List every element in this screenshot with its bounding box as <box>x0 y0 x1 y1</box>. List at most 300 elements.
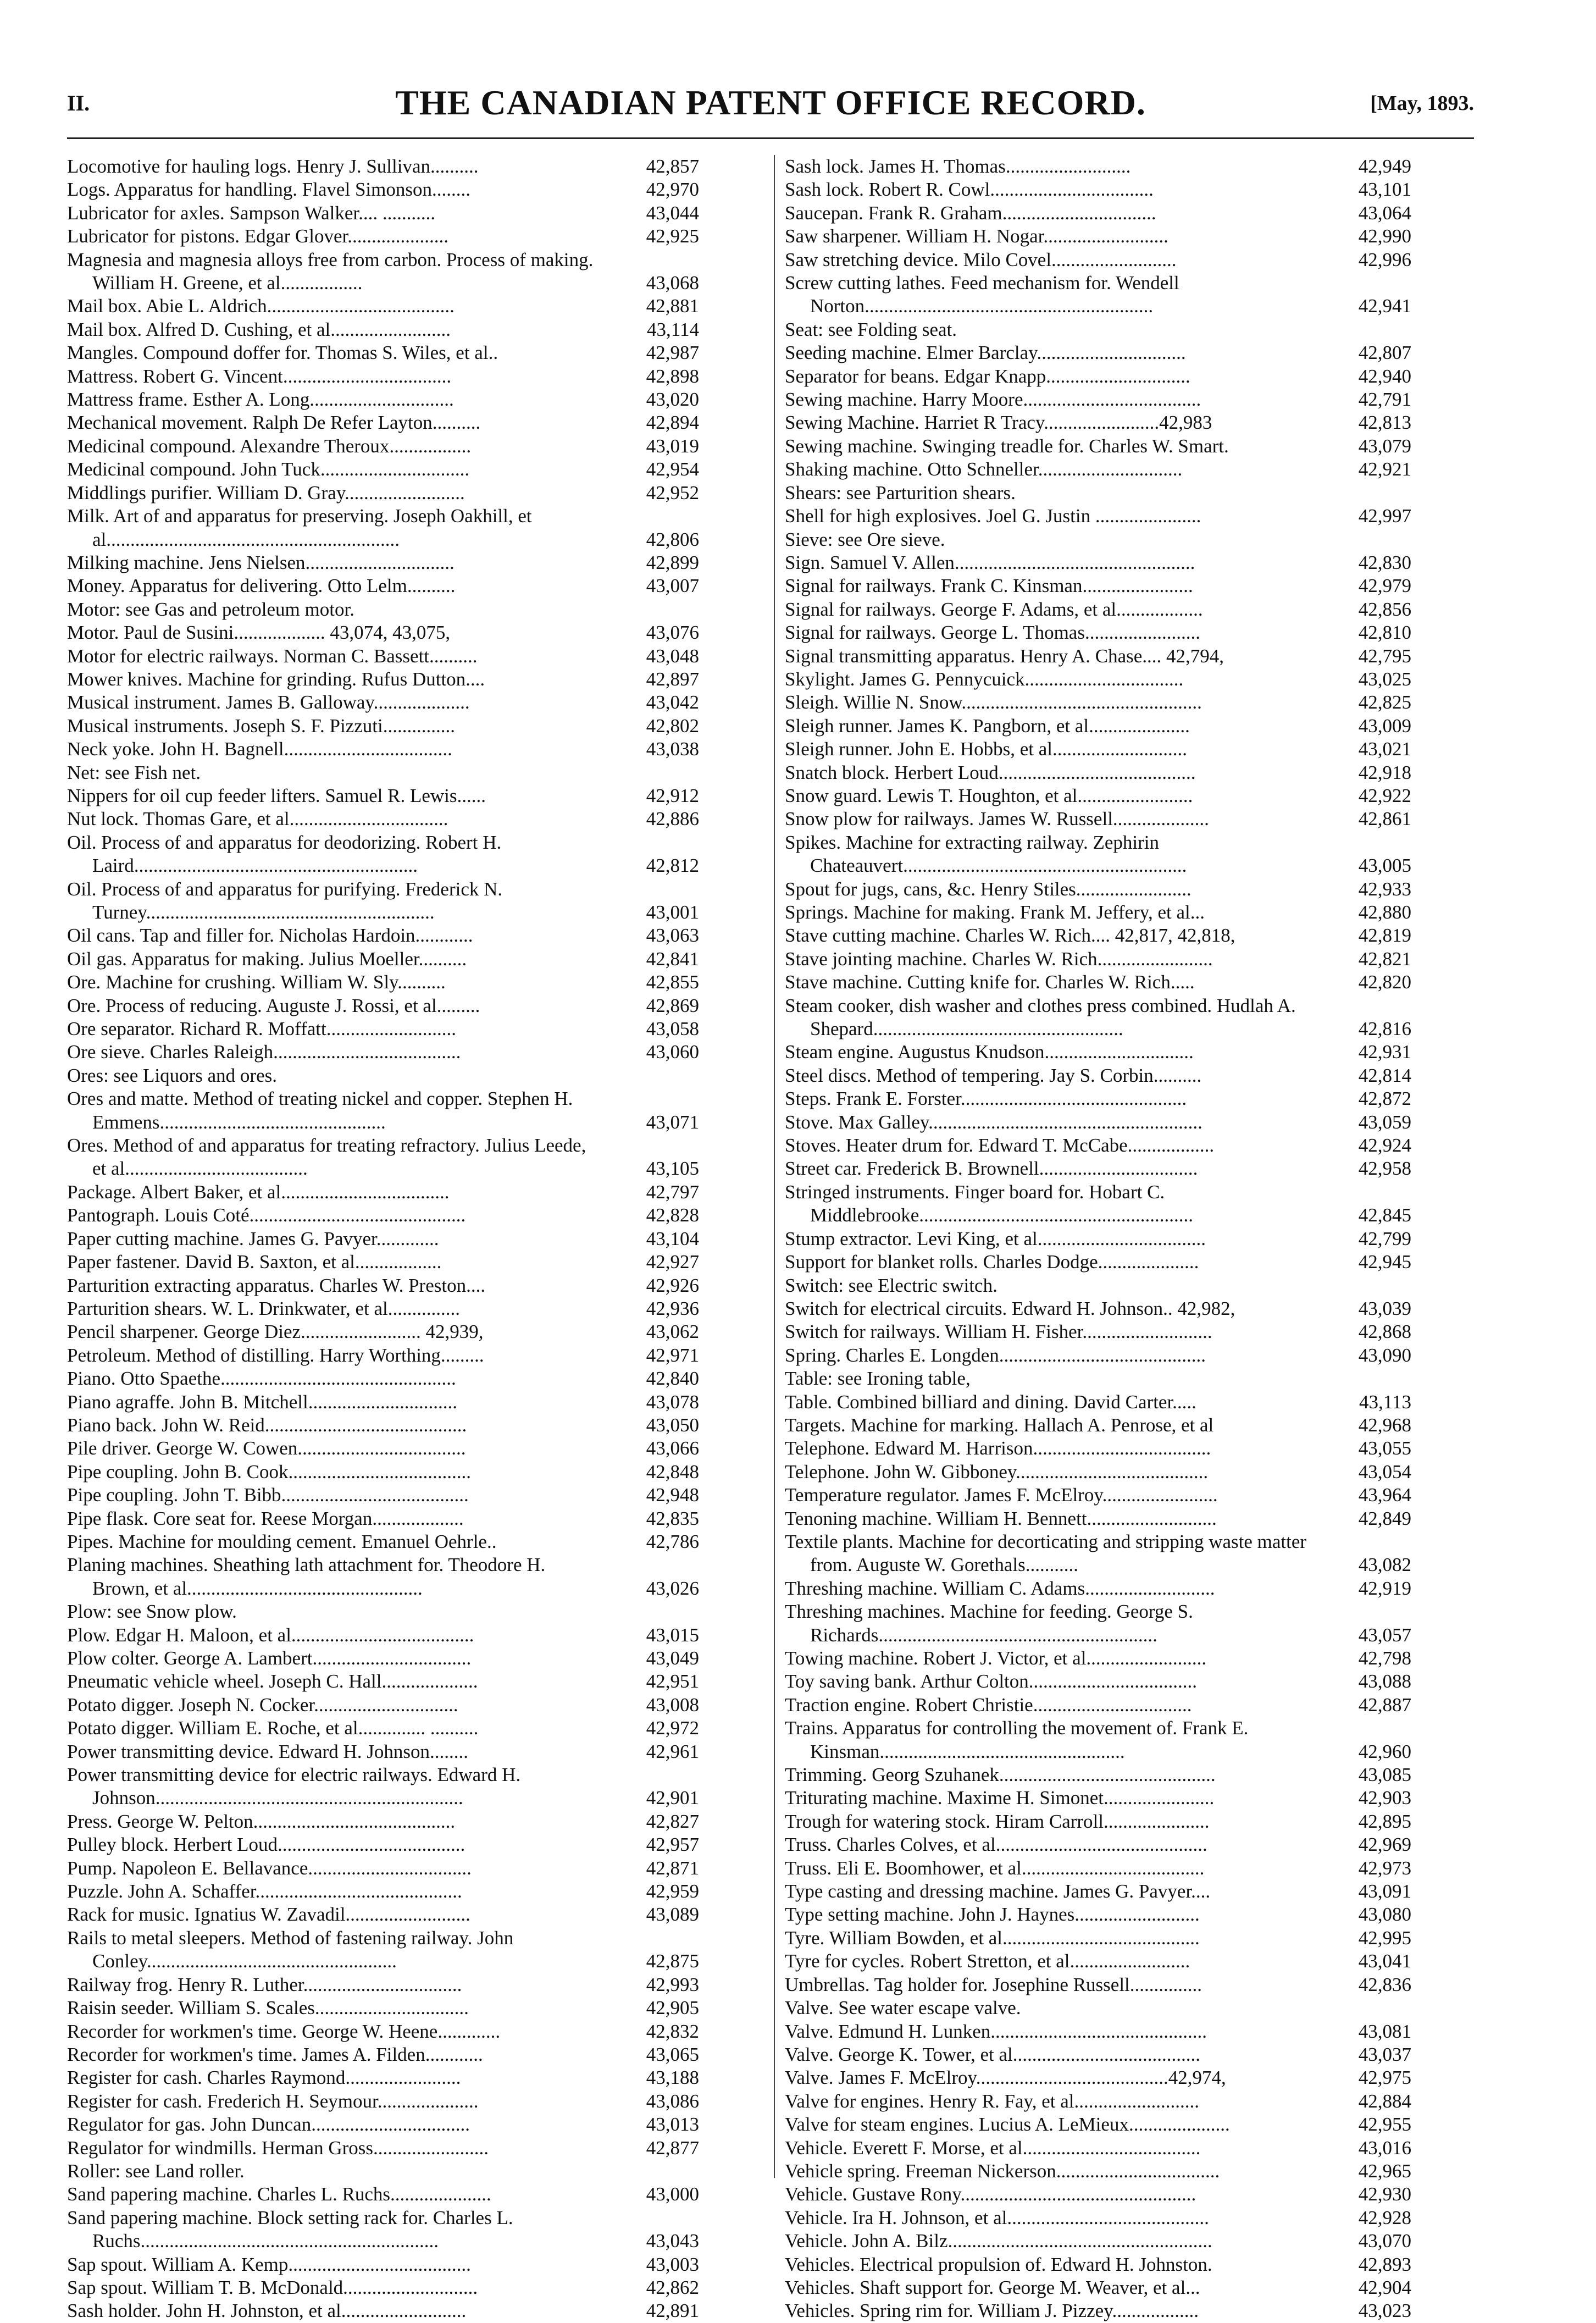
index-entry <box>67 1857 699 1880</box>
patent-number: 42,875 <box>646 1950 699 1972</box>
index-entry <box>785 1041 1411 1064</box>
entry-text: Railway frog. Henry R. Luther................................. <box>67 1973 462 1995</box>
patent-number: 42,819 <box>1358 925 1411 947</box>
index-entry <box>67 2160 699 2183</box>
entry-text: Valve for steam engines. Lucius A. LeMieux..................... <box>785 2114 1230 2136</box>
entry-text: Vehicle. Ira H. Johnson, et al.......................................... <box>785 2206 1209 2228</box>
patent-number: 42,855 <box>646 971 699 993</box>
index-entry <box>67 621 699 644</box>
index-entry <box>67 2206 699 2253</box>
index-entry <box>67 458 699 481</box>
index-entry <box>785 1391 1411 1414</box>
index-entry <box>785 2066 1411 2089</box>
index-entry <box>67 1414 699 1437</box>
patent-number: 42,898 <box>646 365 699 387</box>
patent-number: 43,090 <box>1358 1344 1411 1366</box>
patent-number: 42,814 <box>1358 1064 1411 1086</box>
index-entry <box>67 1530 699 1553</box>
entry-text: Shaking machine. Otto Schneller.............................. <box>785 458 1183 480</box>
entry-text: Pipe flask. Core seat for. Reese Morgan................... <box>67 1507 464 1529</box>
index-entry <box>785 528 1411 551</box>
index-entry <box>67 2253 699 2276</box>
patent-number: 42,921 <box>1358 458 1411 480</box>
index-entry <box>67 1880 699 1903</box>
entry-text: Table: see Ironing table, <box>785 1368 971 1390</box>
entry-text: Separator for beans. Edgar Knapp.............................. <box>785 365 1190 387</box>
index-entry <box>67 1274 699 1297</box>
entry-text: Pulley block. Herbert Loud....................................... <box>67 1834 465 1856</box>
patent-number: 43,076 <box>646 622 699 644</box>
patent-number: 43,085 <box>1358 1764 1411 1786</box>
entry-text: Ore sieve. Charles Raleigh....................................... <box>67 1041 461 1063</box>
entry-text: Signal for railways. George L. Thomas........................ <box>785 622 1200 644</box>
patent-number: 43,016 <box>1358 2137 1411 2159</box>
entry-text: Steel discs. Method of tempering. Jay S. Corbin.......... <box>785 1064 1202 1086</box>
patent-number: 43,001 <box>646 901 699 923</box>
patent-number: 43,007 <box>646 575 699 597</box>
entry-text: Ores. Method of and apparatus for treating refractory. Julius Leede, et al...................................... <box>67 1135 586 1180</box>
index-entry <box>67 1647 699 1670</box>
index-entry <box>67 2113 699 2136</box>
entry-text: Paper cutting machine. James G. Pavyer............. <box>67 1227 439 1249</box>
patent-number: 42,795 <box>1358 645 1411 667</box>
patent-number: 42,919 <box>1358 1577 1411 1599</box>
patent-number: 42,786 <box>646 1530 699 1552</box>
entry-text: Mail box. Alfred D. Cushing, et al......................... <box>67 318 451 340</box>
index-entry <box>67 1600 699 1623</box>
entry-text: Sash holder. John H. Johnston, et al.......................... <box>67 2300 467 2322</box>
entry-text: Locomotive for hauling logs. Henry J. Sullivan.......... <box>67 156 479 177</box>
patent-number: 43,054 <box>1358 1461 1411 1483</box>
index-entry <box>785 1600 1411 1647</box>
index-entry <box>67 1181 699 1204</box>
entry-text: Type setting machine. John J. Haynes.......................... <box>785 1904 1200 1926</box>
entry-text: Spout for jugs, cans, &c. Henry Stiles........................ <box>785 878 1192 900</box>
patent-number: 42,990 <box>1358 225 1411 247</box>
index-entry <box>67 2090 699 2113</box>
patent-number: 42,895 <box>1358 1810 1411 1832</box>
patent-number: 42,972 <box>646 1717 699 1739</box>
patent-number: 42,959 <box>646 1880 699 1902</box>
patent-number: 42,945 <box>1358 1251 1411 1273</box>
entry-text: Truss. Eli E. Boomhower, et al...................................... <box>785 1857 1205 1879</box>
entry-text: Pump. Napoleon E. Bellavance.................................. <box>67 1857 472 1879</box>
index-entry <box>785 1157 1411 1180</box>
index-entry <box>785 1880 1411 1903</box>
patent-number: 43,019 <box>646 435 699 457</box>
index-entry <box>785 2113 1411 2136</box>
patent-number: 42,825 <box>1358 692 1411 714</box>
index-entry <box>67 738 699 761</box>
patent-number: 42,979 <box>1358 575 1411 597</box>
index-entry <box>785 2230 1411 2253</box>
index-entry <box>785 551 1411 574</box>
patent-number: 43,044 <box>646 202 699 224</box>
patent-number: 43,003 <box>646 2253 699 2275</box>
entry-text: Screw cutting lathes. Feed mechanism for. Wendell Norton............................................................ <box>785 272 1179 317</box>
entry-text: Umbrellas. Tag holder for. Josephine Russell............... <box>785 1973 1202 1995</box>
entry-text: Switch for electrical circuits. Edward H. Johnson.. 42,982, <box>785 1297 1235 1319</box>
entry-text: Saw sharpener. William H. Nogar.......................... <box>785 225 1168 247</box>
patent-number: 43,089 <box>646 1904 699 1926</box>
index-entry <box>785 2183 1411 2206</box>
page-number: II. <box>67 91 90 115</box>
index-entry <box>785 248 1411 272</box>
entry-text: Medicinal compound. John Tuck............................... <box>67 458 470 480</box>
index-entry <box>785 1064 1411 1087</box>
index-entry <box>785 435 1411 458</box>
patent-number: 43,049 <box>646 1647 699 1669</box>
entry-text: Signal for railways. George F. Adams, et al.................. <box>785 598 1203 620</box>
entry-text: Pipe coupling. John B. Cook...................................... <box>67 1461 472 1483</box>
patent-number: 42,949 <box>1358 156 1411 177</box>
patent-number: 42,812 <box>646 855 699 877</box>
entry-text: Parturition shears. W. L. Drinkwater, et al............... <box>67 1297 460 1319</box>
patent-number: 42,810 <box>1358 622 1411 644</box>
issue-date: [May, 1893. <box>1370 92 1474 115</box>
index-entry <box>67 1297 699 1320</box>
entry-text: Steam engine. Augustus Knudson............................... <box>785 1041 1194 1063</box>
patent-number: 42,868 <box>1358 1321 1411 1343</box>
entry-text: Nut lock. Thomas Gare, et al................................. <box>67 808 448 830</box>
index-entry <box>67 1134 699 1181</box>
entry-text: Type casting and dressing machine. James G. Pavyer.... <box>785 1880 1211 1902</box>
index-entry <box>785 2206 1411 2230</box>
index-entry <box>785 1670 1411 1693</box>
index-entry <box>67 1763 699 1810</box>
patent-number: 43,088 <box>1358 1671 1411 1693</box>
entry-text: Mail box. Abie L. Aldrich....................................... <box>67 295 455 317</box>
entry-text: Puzzle. John A. Schaffer........................................... <box>67 1880 462 1902</box>
index-entry <box>785 225 1411 248</box>
entry-text: Ore separator. Richard R. Moffatt........................... <box>67 1018 456 1040</box>
patent-number: 43,048 <box>646 645 699 667</box>
index-entry <box>785 155 1411 178</box>
patent-number: 42,880 <box>1358 901 1411 923</box>
index-entry <box>785 482 1411 505</box>
patent-number: 42,905 <box>646 1997 699 2019</box>
entry-text: Regulator for windmills. Herman Gross........................ <box>67 2137 489 2159</box>
patent-number: 43,082 <box>1358 1554 1411 1576</box>
entry-text: Signal for railways. Frank C. Kinsman....................... <box>785 575 1193 597</box>
entry-text: Threshing machine. William C. Adams........................... <box>785 1577 1215 1599</box>
entry-text: Sieve: see Ore sieve. <box>785 528 945 550</box>
entry-text: Sleigh runner. John E. Hobbs, et al............................ <box>785 738 1188 760</box>
entry-text: Milk. Art of and apparatus for preserving. Joseph Oakhill, et al............................................................. <box>67 505 532 550</box>
patent-number: 43,023 <box>1358 2300 1411 2322</box>
patent-number: 42,881 <box>646 295 699 317</box>
index-entry <box>785 924 1411 947</box>
patent-number: 42,995 <box>1358 1927 1411 1949</box>
index-entry <box>67 1437 699 1460</box>
index-entry <box>785 2299 1411 2322</box>
entry-text: Petroleum. Method of distilling. Harry Worthing......... <box>67 1344 484 1366</box>
patent-number: 42,861 <box>1358 808 1411 830</box>
patent-number: 42,836 <box>1358 1973 1411 1995</box>
patent-number: 42,903 <box>1358 1787 1411 1809</box>
entry-text: Stave machine. Cutting knife for. Charles W. Rich..... <box>785 971 1195 993</box>
entry-text: Switch for railways. William H. Fisher........................... <box>785 1321 1212 1343</box>
patent-number: 42,856 <box>1358 598 1411 620</box>
entry-text: Nippers for oil cup feeder lifters. Samuel R. Lewis...... <box>67 784 486 806</box>
index-entry <box>67 1251 699 1274</box>
index-entry <box>785 178 1411 201</box>
index-entry <box>785 1320 1411 1343</box>
entry-text: Recorder for workmen's time. James A. Filden............ <box>67 2043 483 2065</box>
entry-text: Potato digger. William E. Roche, et al.............. .......... <box>67 1717 479 1739</box>
page-header <box>67 82 1474 132</box>
entry-text: Potato digger. Joseph N. Cocker.............................. <box>67 1694 458 1716</box>
index-entry <box>785 598 1411 621</box>
entry-text: Lubricator for pistons. Edgar Glover..................... <box>67 225 449 247</box>
patent-number: 42,797 <box>646 1181 699 1203</box>
entry-text: Tenoning machine. William H. Bennett........................... <box>785 1507 1217 1529</box>
entry-text: Valve. George K. Tower, et al....................................... <box>785 2043 1200 2065</box>
index-entry <box>785 1484 1411 1507</box>
index-entry <box>785 1344 1411 1367</box>
entry-text: Register for cash. Frederich H. Seymour..................... <box>67 2090 479 2112</box>
entry-text: Mower knives. Machine for grinding. Rufus Dutton.... <box>67 668 485 690</box>
patent-number: 43,026 <box>646 1577 699 1599</box>
entry-text: Mattress frame. Esther A. Long.............................. <box>67 389 454 411</box>
index-entry <box>785 971 1411 994</box>
patent-number: 42,891 <box>646 2300 699 2322</box>
index-entry <box>67 341 699 364</box>
patent-number: 43,062 <box>646 1321 699 1343</box>
entry-text: Vehicle spring. Freeman Nickerson.................................. <box>785 2160 1220 2182</box>
entry-text: Pipe coupling. John T. Bibb....................................... <box>67 1484 469 1506</box>
index-entry <box>785 807 1411 831</box>
entry-text: Skylight. James G. Pennycuick................................. <box>785 668 1184 690</box>
entry-text: Stave cutting machine. Charles W. Rich.... 42,817, 42,818, <box>785 925 1235 947</box>
patent-number: 42,899 <box>646 551 699 573</box>
patent-number: 42,841 <box>646 948 699 970</box>
entry-text: Motor: see Gas and petroleum motor. <box>67 598 354 620</box>
index-entry <box>785 691 1411 714</box>
entry-text: Threshing machines. Machine for feeding. George S. Richards.......................................................... <box>785 1601 1193 1646</box>
index-entry <box>67 1064 699 1087</box>
entry-text: Valve. James F. McElroy........................................42,974, <box>785 2067 1226 2089</box>
patent-number: 43,020 <box>646 389 699 411</box>
entry-text: Roller: see Land roller. <box>67 2160 245 2182</box>
entry-text: Stringed instruments. Finger board for. Hobart C. Middlebrooke......................................................... <box>785 1181 1194 1226</box>
index-entry <box>785 1530 1411 1577</box>
patent-number: 42,894 <box>646 412 699 434</box>
patent-number: 43,057 <box>1358 1624 1411 1646</box>
index-entry <box>67 1344 699 1367</box>
index-entry <box>67 1973 699 1996</box>
entry-text: Parturition extracting apparatus. Charles W. Preston.... <box>67 1274 486 1296</box>
patent-number: 42,993 <box>646 1973 699 1995</box>
patent-number: 43,009 <box>1358 715 1411 737</box>
entry-text: Sand papering machine. Charles L. Ruchs..................... <box>67 2183 491 2205</box>
index-entry <box>67 1391 699 1414</box>
patent-number: 43,091 <box>1358 1880 1411 1902</box>
patent-number: 42,799 <box>1358 1227 1411 1249</box>
index-entry <box>67 295 699 318</box>
patent-number: 42,904 <box>1358 2276 1411 2298</box>
patent-number: 42,925 <box>646 225 699 247</box>
entry-text: Power transmitting device. Edward H. Johnson........ <box>67 1740 469 1762</box>
patent-number: 43,114 <box>647 318 699 340</box>
entry-text: Musical instruments. Joseph S. F. Pizzuti............... <box>67 715 455 737</box>
patent-number: 42,821 <box>1358 948 1411 970</box>
patent-number: 42,871 <box>646 1857 699 1879</box>
entry-text: Sign. Samuel V. Allen.................................................. <box>785 551 1195 573</box>
patent-number: 42,933 <box>1358 878 1411 900</box>
entry-text: Switch: see Electric switch. <box>785 1274 997 1296</box>
patent-number: 42,830 <box>1358 551 1411 573</box>
patent-number: 43,188 <box>646 2067 699 2089</box>
index-entry <box>785 784 1411 807</box>
entry-text: Rack for music. Ignatius W. Zavadil.......................... <box>67 1904 470 1926</box>
entry-text: Plow: see Snow plow. <box>67 1601 237 1623</box>
entry-text: Ore. Machine for crushing. William W. Sly.......... <box>67 971 446 993</box>
index-entry <box>67 1670 699 1693</box>
index-entry <box>785 1577 1411 1600</box>
entry-text: Oil. Process of and apparatus for deodorizing. Robert H. Laird........................................................... <box>67 831 502 877</box>
index-entry <box>785 574 1411 598</box>
entry-text: Stave jointing machine. Charles W. Rich........................ <box>785 948 1213 970</box>
entry-text: Paper fastener. David B. Saxton, et al.................. <box>67 1251 442 1273</box>
entry-text: Targets. Machine for marking. Hallach A. Penrose, et al <box>785 1414 1214 1436</box>
entry-text: Stoves. Heater drum for. Edward T. McCabe.................. <box>785 1135 1215 1157</box>
patent-number: 42,996 <box>1358 248 1411 270</box>
index-entry <box>785 1787 1411 1810</box>
index-entry <box>67 1717 699 1740</box>
index-entry <box>785 365 1411 388</box>
right-column <box>785 155 1411 2323</box>
entry-text: Sewing machine. Swinging treadle for. Charles W. Smart. <box>785 435 1229 457</box>
column-divider <box>774 155 775 2178</box>
index-entry <box>785 505 1411 528</box>
entry-text: Street car. Frederick B. Brownell................................. <box>785 1158 1198 1180</box>
patent-number: 42,965 <box>1358 2160 1411 2182</box>
entry-text: Towing machine. Robert J. Victor, et al......................... <box>785 1647 1207 1669</box>
patent-number: 43,071 <box>646 1111 699 1133</box>
index-entry <box>67 1041 699 1064</box>
patent-number: 42,918 <box>1358 761 1411 783</box>
entry-text: Support for blanket rolls. Charles Dodge..................... <box>785 1251 1199 1273</box>
patent-number: 42,957 <box>646 1834 699 1856</box>
patent-number: 43,105 <box>646 1158 699 1180</box>
index-entry <box>785 831 1411 878</box>
entry-text: Ores: see Liquors and ores. <box>67 1064 277 1086</box>
index-entry <box>785 1367 1411 1390</box>
entry-text: Pneumatic vehicle wheel. Joseph C. Hall.................... <box>67 1671 478 1693</box>
patent-number: 42,969 <box>1358 1834 1411 1856</box>
index-entry <box>785 621 1411 644</box>
patent-number: 43,064 <box>1358 202 1411 224</box>
index-entry <box>785 2137 1411 2160</box>
index-entry <box>785 2253 1411 2276</box>
patent-number: 42,840 <box>646 1368 699 1390</box>
patent-number: 43,013 <box>646 2114 699 2136</box>
entry-text: Sewing Machine. Harriet R Tracy........................42,983 <box>785 412 1212 434</box>
index-entry <box>785 668 1411 691</box>
patent-number: 42,958 <box>1358 1158 1411 1180</box>
patent-number: 42,832 <box>646 2020 699 2042</box>
entry-text: Saw stretching device. Milo Covel.......................... <box>785 248 1177 270</box>
index-entry <box>67 994 699 1017</box>
entry-text: Traction engine. Robert Christie................................. <box>785 1694 1192 1716</box>
index-entry <box>67 202 699 225</box>
entry-text: Press. George W. Pelton.......................................... <box>67 1810 456 1832</box>
index-entry <box>67 668 699 691</box>
patent-number: 43,050 <box>646 1414 699 1436</box>
entry-text: Pile driver. George W. Cowen................................... <box>67 1437 466 1459</box>
index-entry <box>67 435 699 458</box>
index-entry <box>67 1694 699 1717</box>
patent-number: 42,886 <box>646 808 699 830</box>
patent-number: 43,964 <box>1358 1484 1411 1506</box>
index-entry <box>67 761 699 784</box>
entry-text: Piano back. John W. Reid.......................................... <box>67 1414 467 1436</box>
index-entry <box>67 178 699 201</box>
patent-number: 42,827 <box>646 1810 699 1832</box>
index-entry <box>67 2020 699 2043</box>
entry-text: Spring. Charles E. Longden........................................... <box>785 1344 1206 1366</box>
entry-text: Planing machines. Sheathing lath attachment for. Theodore H. Brown, et al................................................. <box>67 1554 546 1599</box>
entry-text: Tyre. William Bowden, et al......................................... <box>785 1927 1200 1949</box>
entry-text: Pipes. Machine for moulding cement. Emanuel Oehrle.. <box>67 1530 497 1552</box>
patent-number: 42,975 <box>1358 2067 1411 2089</box>
index-entry <box>785 1763 1411 1787</box>
patent-number: 43,104 <box>646 1227 699 1249</box>
patent-number: 42,971 <box>646 1344 699 1366</box>
index-entry <box>67 1996 699 2020</box>
patent-number: 43,059 <box>1358 1111 1411 1133</box>
entry-text: Motor. Paul de Susini................... 43,074, 43,075, <box>67 622 451 644</box>
patent-number: 42,954 <box>646 458 699 480</box>
index-entry <box>785 1950 1411 1973</box>
index-entry <box>67 574 699 598</box>
index-entry <box>785 1134 1411 1157</box>
entry-text: Temperature regulator. James F. McElroy........................ <box>785 1484 1218 1506</box>
index-entry <box>67 1017 699 1041</box>
index-entry <box>67 971 699 994</box>
patent-number: 42,848 <box>646 1461 699 1483</box>
index-entry <box>785 1251 1411 1274</box>
patent-number: 43,066 <box>646 1437 699 1459</box>
index-entry <box>785 1694 1411 1717</box>
entry-text: Money. Apparatus for delivering. Otto Lelm.......... <box>67 575 456 597</box>
index-entry <box>67 784 699 807</box>
patent-number: 42,901 <box>646 1787 699 1809</box>
index-entry <box>67 2066 699 2089</box>
patent-number: 43,025 <box>1358 668 1411 690</box>
index-entry <box>67 924 699 947</box>
entry-text: Oil gas. Apparatus for making. Julius Moeller.......... <box>67 948 467 970</box>
patent-number: 42,987 <box>646 342 699 364</box>
index-entry <box>67 225 699 248</box>
patent-number: 42,869 <box>646 994 699 1016</box>
entry-text: Mattress. Robert G. Vincent................................... <box>67 365 452 387</box>
patent-number: 42,820 <box>1358 971 1411 993</box>
entry-text: Valve. Edmund H. Lunken............................................. <box>785 2020 1207 2042</box>
entry-text: Piano agraffe. John B. Mitchell............................... <box>67 1391 457 1413</box>
entry-text: Steps. Frank E. Forster............................................... <box>785 1088 1187 1110</box>
patent-number: 42,857 <box>646 156 699 177</box>
index-entry <box>785 1297 1411 1320</box>
index-entry <box>785 1227 1411 1251</box>
entry-text: Recorder for workmen's time. George W. Heene............. <box>67 2020 501 2042</box>
index-entry <box>785 2276 1411 2299</box>
entry-text: Truss. Charles Colves, et al............................................ <box>785 1834 1207 1856</box>
index-entry <box>785 1810 1411 1833</box>
patent-number: 42,961 <box>646 1740 699 1762</box>
index-entry <box>67 2183 699 2206</box>
